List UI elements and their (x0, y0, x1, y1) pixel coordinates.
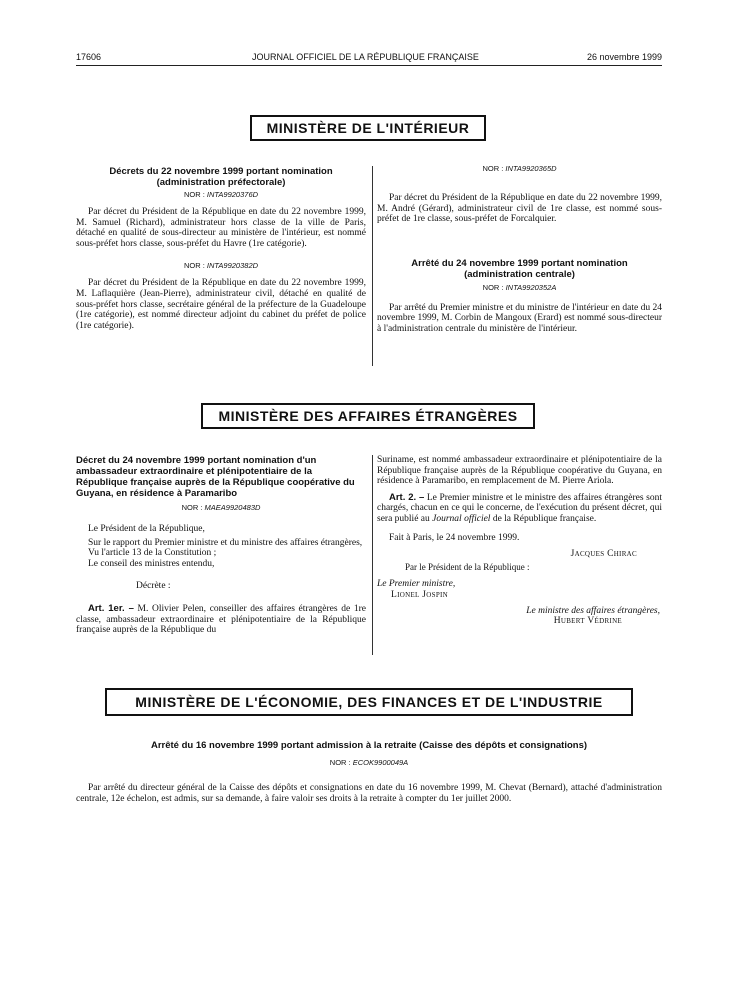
issue-date: 26 novembre 1999 (586, 52, 662, 62)
nor-reference: NOR : ECOK9900049A (329, 758, 409, 767)
interieur-left-column (76, 166, 366, 331)
paragraph: Par décret du Président de la République en date du 22 novembre 1999, M. Laflaquière (Jean-Pierre), administrateur civil, détaché en qualité de sous-préfet hors classe, secrétaire général de la préfecture de la Guadeloupe (1re catégorie), est nommé directeur adjoint du cabinet du préfet de police (1re catégorie). (76, 278, 366, 331)
visa-line: Vu l'article 13 de la Constitution ; (88, 548, 217, 559)
paragraph: Par arrêté du Premier ministre et du ministre de l'intérieur en date du 24 novembre 1999, M. Corbin de Mangoux (Erard) est nommé sous-directeur à l'administration centrale du ministère de l'intérieur. (377, 302, 662, 334)
par-le-president: Par le Président de la République : (405, 561, 530, 572)
nor-reference: NOR : INTA9920352A (482, 282, 557, 292)
section-title-economie: MINISTÈRE DE L'ÉCONOMIE, DES FINANCES ET DE L'INDUSTRIE (105, 688, 633, 716)
visa-line: Sur le rapport du Premier ministre et du ministre des affaires étrangères, (88, 537, 363, 548)
fait-a-paris: Fait à Paris, le 24 novembre 1999. (389, 532, 520, 543)
nor-reference: NOR : MAEA9920483D (181, 503, 261, 512)
column-divider (372, 455, 373, 655)
premier-ministre-label: Le Premier ministre, (377, 579, 456, 590)
journal-title: JOURNAL OFFICIEL DE LA RÉPUBLIQUE FRANÇAISE (252, 52, 479, 62)
etrangeres-right-column (377, 455, 662, 627)
header-rule (76, 65, 662, 66)
nor-reference: NOR : INTA9920365D (482, 164, 557, 173)
ministre-name: Hubert Védrine (553, 616, 622, 627)
arrete-title: Arrêté du 24 novembre 1999 portant nomination (administration centrale) (411, 257, 628, 280)
decrete: Décrète : (136, 581, 171, 592)
interieur-right-column (377, 164, 662, 335)
etrangeres-left-column (76, 455, 366, 636)
paragraph: Par décret du Président de la République en date du 22 novembre 1999, M. Samuel (Richard), administrateur hors classe de la ville de Paris, détaché en qualité de sous-directeur au ministère de l'intérieur, est nommé sous-préfet hors classe, sous-préfet du Havre (1re catégorie). (76, 207, 366, 249)
visa-line: Le conseil des ministres entendu, (88, 558, 215, 569)
signature-president: Jacques Chirac (570, 549, 637, 560)
nor-reference: NOR : INTA9920376D (183, 190, 259, 199)
section-title-interieur: MINISTÈRE DE L'INTÉRIEUR (250, 115, 486, 141)
section-title-etrangeres: MINISTÈRE DES AFFAIRES ÉTRANGÈRES (201, 403, 535, 429)
arrete-title: Arrêté du 16 novembre 1999 portant admission à la retraite (Caisse des dépôts et consignations) (150, 740, 588, 751)
article-2: Art. 2. – Le Premier ministre et le ministre des affaires étrangères sont chargés, chacun en ce qui le concerne, de l'exécution du présent décret, qui sera publié au Journal officiel de la République française. (377, 491, 662, 524)
column-divider (372, 166, 373, 366)
decret-title: Décret du 24 novembre 1999 portant nomination d'un ambassadeur extraordinaire et plénipotentiaire de la République française auprès de la République coopérative du Guyana, en résidence à Paramaribo (76, 455, 355, 499)
article-1-continued: Suriname, est nommé ambassadeur extraordinaire et plénipotentiaire de la République française auprès de la République coopérative du Guyana, en résidence à Paramaribo, en remplacement de M. Pierre Ariola. (377, 455, 662, 487)
nor-reference: NOR : INTA9920382D (183, 261, 259, 271)
premier-ministre-name: Lionel Jospin (391, 589, 448, 600)
ministre-label: Le ministre des affaires étrangères, (526, 605, 660, 616)
page-number: 17606 (76, 52, 102, 62)
article-1: Art. 1er. – M. Olivier Pelen, conseiller des affaires étrangères de 1re classe, ambassadeur extraordinaire et plénipotentiaire de la République française auprès de la République du (76, 602, 366, 636)
decrets-title: Décrets du 22 novembre 1999 portant nomination (administration préfectorale) (109, 166, 333, 188)
paragraph: Par décret du Président de la République en date du 22 novembre 1999, M. André (Gérard), administrateur civil de 1re classe, est nommé sous-préfet de 1re classe, sous-préfet de Forcalquier. (377, 193, 662, 225)
visa-line: Le Président de la République, (88, 524, 205, 534)
paragraph: Par arrêté du directeur général de la Caisse des dépôts et consignations en date du 16 novembre 1999, M. Chevat (Bernard), attaché d'administration centrale, 12e échelon, est admis, sur sa demande, à faire valoir ses droits à la retraite à compter du 1er juillet 2000. (76, 783, 662, 804)
